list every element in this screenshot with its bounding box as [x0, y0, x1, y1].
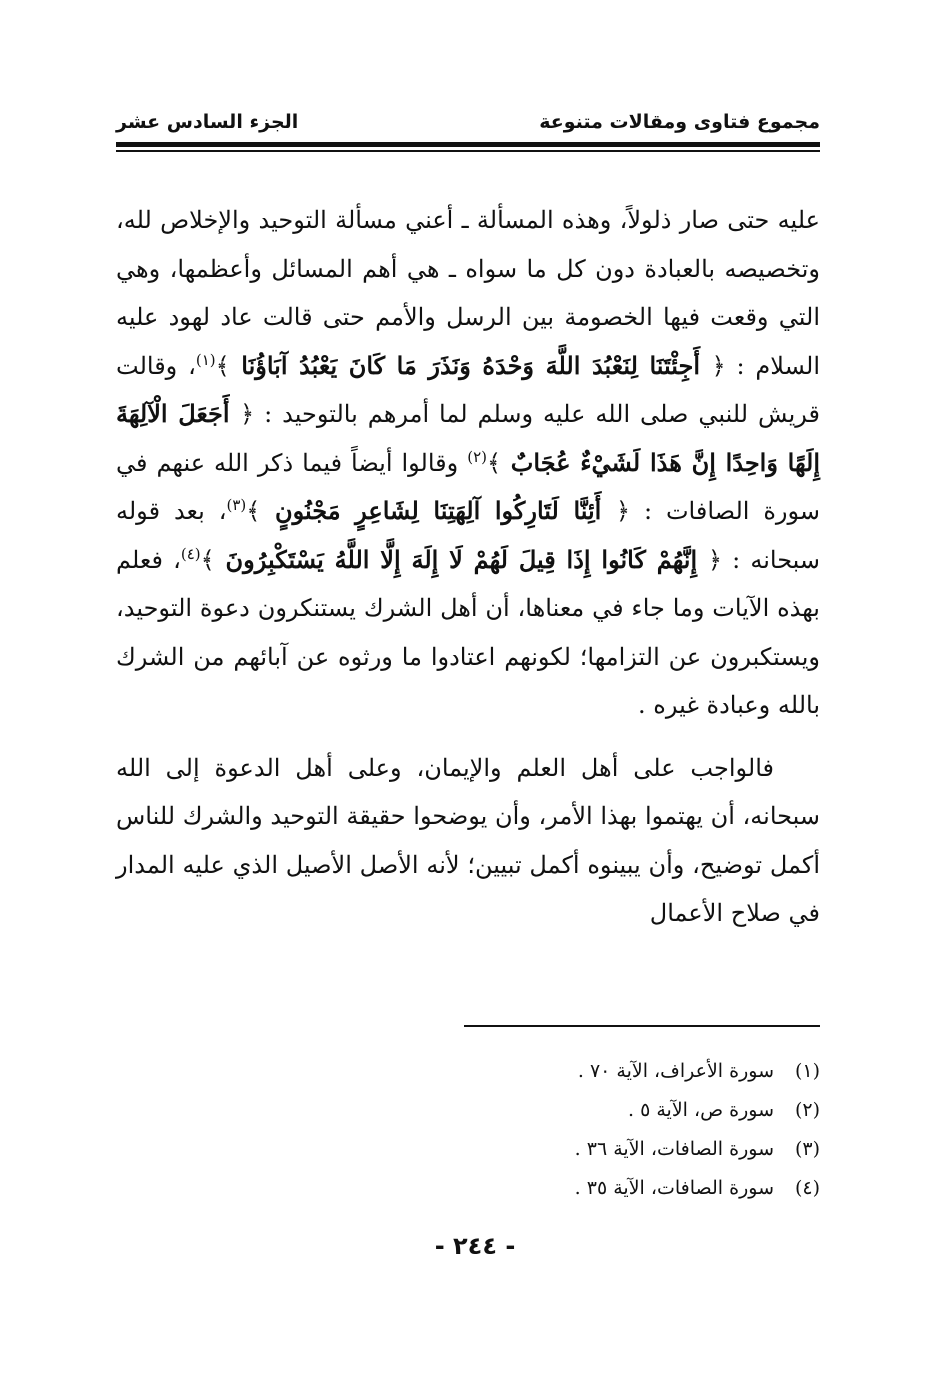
footnote-text: سورة الصافات، الآية ٣٦ . [574, 1138, 774, 1160]
header-rule-thick [116, 142, 820, 147]
ornate-bracket-open: ﴿ [616, 497, 631, 525]
paragraph-2: فالواجب على أهل العلم والإيمان، وعلى أهل الدعوة إلى الله سبحانه، أن يهتموا بهذا الأمر، وأن يوضحوا حقيقة التوحيد والشرك للناس أكمل توضيح، وأن يبينوه أكمل تبيين؛ لأنه الأصل الأصيل الذي عليه المدار في صلاح الأعمال [116, 753, 820, 927]
ornate-bracket-close: ﴾ [200, 545, 215, 574]
footnote-ref-4: (٤) [180, 544, 201, 563]
ornate-bracket-open: ﴿ [707, 545, 723, 574]
ornate-bracket-close: ﴾ [215, 351, 230, 380]
paragraph-1-text-a: عليه حتى صار ذلولاً، وهذه المسألة ـ أعني مسألة التوحيد والإخلاص لله، وتخصيصه بالعبادة دون كل ما سواه ـ هي أهم المسائل وأعظمها، وهي التي وقعت فيها الخصومة بين الرسل والأمم حتى قالت عاد لهود عليه السلام : [116, 206, 821, 380]
footnotes-list [380, 1052, 820, 1208]
paragraph-1-text-c: وقالوا أيضاً فيما ذكر الله عنهم في سورة الصافات : [116, 448, 821, 525]
ornate-bracket-open: ﴿ [240, 400, 255, 428]
volume-label: الجزء السادس عشر [116, 111, 299, 133]
quran-verse-1 [216, 351, 726, 380]
footnote-item [380, 1091, 820, 1130]
paragraph-1-text-e: ، فعلم بهذه الآيات وما جاء في معناها، أن أهل الشرك يستنكرون دعوة التوحيد، ويستكبرون عن التزامها؛ لكونهم اعتادوا ما ورثوه عن آبائهم من الشرك بالله وعبادة غيره . [116, 545, 820, 719]
main-text [116, 196, 820, 938]
footnote-separator [464, 1025, 820, 1027]
paragraph-1 [116, 196, 820, 730]
ornate-bracket-close: ﴾ [487, 448, 502, 477]
footnote-ref-2: (٢) [467, 447, 488, 466]
running-header [116, 104, 820, 140]
footnote-item [380, 1052, 820, 1091]
quran-verse-3 [246, 496, 630, 525]
footnote-number: (٢) [794, 1099, 820, 1121]
quran-verse-2-text: أَجَعَلَ الْآلِهَةَ إِلَهًا وَاحِدًا إِنَّ هَذَا لَشَيْءٌ عُجَابٌ [116, 399, 821, 477]
header-rule-thin [116, 150, 820, 152]
quran-verse-4 [201, 545, 722, 574]
footnote-number: (٤) [794, 1177, 820, 1199]
footnote-item [380, 1130, 820, 1169]
footnote-text: سورة الأعراف، الآية ٧٠ . [577, 1060, 774, 1082]
footnote-number: (١) [794, 1060, 820, 1082]
page-number: - ٢٤٤ - [434, 1232, 516, 1260]
paragraph-1-text-b: ، وقالت قريش للنبي صلى الله عليه وسلم لما أمرهم بالتوحيد : [116, 351, 820, 428]
footnote-number: (٣) [794, 1138, 820, 1160]
footnote-text: سورة الصافات، الآية ٣٥ . [574, 1177, 774, 1199]
paragraph-1-text-d: ، بعد قوله سبحانه : [116, 497, 821, 574]
ornate-bracket-close: ﴾ [246, 497, 261, 525]
ornate-bracket-open: ﴿ [711, 351, 726, 380]
footnote-ref-3: (٣) [226, 496, 247, 514]
quran-verse-4-text: إِنَّهُمْ كَانُوا إِذَا قِيلَ لَهُمْ لَا إِلَهَ إِلَّا اللَّهُ يَسْتَكْبِرُونَ [225, 544, 698, 574]
footnote-ref-1: (١) [195, 350, 216, 369]
quran-verse-3-text: أَئِنَّا لَتَارِكُوا آلِهَتِنَا لِشَاعِرٍ مَجْنُونٍ [274, 496, 602, 525]
book-title: مجموع فتاوى ومقالات متنوعة [539, 111, 820, 133]
quran-verse-1-text: أَجِئْتَنَا لِنَعْبُدَ اللَّهَ وَحْدَهُ وَنَذَرَ مَا كَانَ يَعْبُدُ آبَاؤُنَا [241, 350, 701, 380]
footnote-text: سورة ص، الآية ٥ . [628, 1099, 774, 1121]
footnote-item [380, 1169, 820, 1208]
